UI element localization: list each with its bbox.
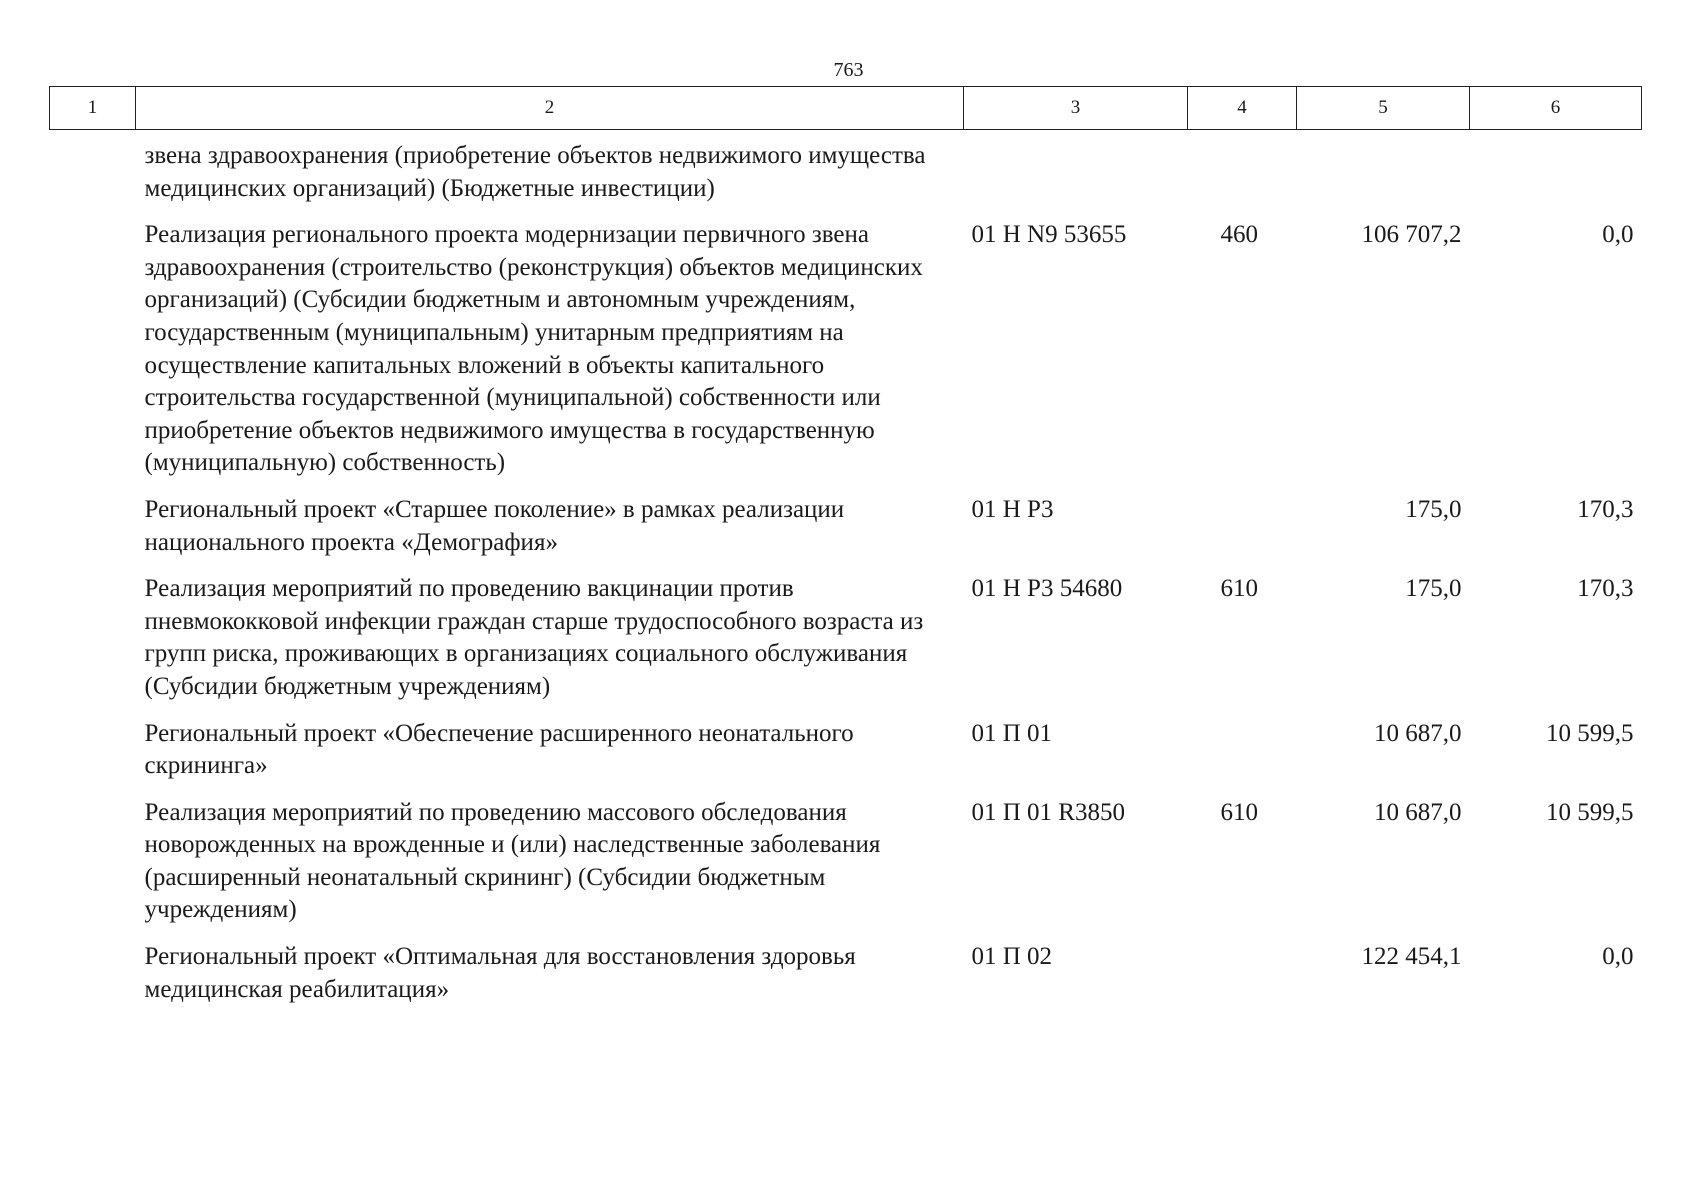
row-name: Реализация мероприятий по проведению массового обследования новорожденных на врожденные и (или) наследственные заболевания (расширенный неонатальный скрининг) (Субсидии бюджетным учреждениям) xyxy=(144,798,881,924)
row-sum-col6: 0,0 xyxy=(1602,943,1634,971)
row-sum-col5: 175,0 xyxy=(1405,575,1462,603)
row-code: 01 П 02 xyxy=(971,943,1053,971)
row-name: Реализация регионального проекта модернизации первичного звена здравоохранения (строительство (реконструкция) объектов медицинских организаций) (Субсидии бюджетным и автономным учреждениям, государственным (муниципальным) унитарным предприятиям на осуществление капитальных вложений в объекты капитального строительства государственной (муниципальной) собственности или приобретение объектов недвижимого имущества в государственную (муниципальную) собственность) xyxy=(144,221,923,477)
row-code: 01 Н Р3 xyxy=(971,495,1054,523)
row-index-cell xyxy=(50,480,136,559)
table-row xyxy=(50,480,1642,559)
column-header-3: 3 xyxy=(964,87,1188,130)
row-index-cell xyxy=(50,205,136,480)
row-index-cell xyxy=(50,704,136,783)
row-name: Региональный проект «Старшее поколение» в рамках реализации национального проекта «Демография» xyxy=(144,495,845,556)
row-index-cell xyxy=(50,927,136,1006)
row-expense-type xyxy=(1188,704,1297,783)
row-sum-col5: 175,0 xyxy=(1405,495,1462,523)
row-expense-type: 610 xyxy=(1220,798,1258,826)
row-code xyxy=(964,130,1188,206)
row-expense-type xyxy=(1188,927,1297,1006)
table-row xyxy=(50,559,1642,703)
column-header-4: 4 xyxy=(1188,87,1297,130)
row-name: Региональный проект «Обеспечение расширенного неонатального скрининга» xyxy=(144,719,854,780)
row-sum-col6: 10 599,5 xyxy=(1546,719,1634,747)
row-sum-col5: 10 687,0 xyxy=(1374,798,1462,826)
row-expense-type xyxy=(1188,480,1297,559)
table-row xyxy=(50,704,1642,783)
row-code: 01 П 01 R3850 xyxy=(971,798,1125,826)
table-header-row xyxy=(50,87,1642,130)
row-sum-col6 xyxy=(1470,130,1642,206)
budget-table xyxy=(49,86,1642,1006)
row-sum-col6: 170,3 xyxy=(1577,575,1634,603)
row-sum-col5: 106 707,2 xyxy=(1361,221,1462,249)
table-row xyxy=(50,927,1642,1006)
row-name: Региональный проект «Оптимальная для восстановления здоровья медицинская реабилитация» xyxy=(144,943,856,1003)
column-header-5: 5 xyxy=(1297,87,1470,130)
row-index-cell xyxy=(50,559,136,703)
row-name: Реализация мероприятий по проведению вакцинации против пневмококковой инфекции граждан старше трудоспособного возраста из групп риска, проживающих в организациях социального обслуживания (Субсидии бюджетным учреждениям) xyxy=(144,575,924,700)
column-header-2: 2 xyxy=(136,87,964,130)
row-expense-type: 460 xyxy=(1220,221,1258,249)
column-header-6: 6 xyxy=(1470,87,1642,130)
row-sum-col5 xyxy=(1297,130,1470,206)
row-name: звена здравоохранения (приобретение объектов недвижимого имущества медицинских организаций) (Бюджетные инвестиции) xyxy=(144,142,926,202)
page-number: 763 xyxy=(833,59,864,81)
row-sum-col5: 122 454,1 xyxy=(1361,943,1462,971)
row-sum-col6: 170,3 xyxy=(1577,495,1634,523)
row-sum-col6: 10 599,5 xyxy=(1546,798,1634,826)
budget-table-container xyxy=(49,86,1641,1006)
row-code: 01 П 01 xyxy=(971,719,1053,747)
table-row xyxy=(50,783,1642,927)
row-index-cell xyxy=(50,783,136,927)
row-index-cell xyxy=(50,130,136,206)
row-sum-col5: 10 687,0 xyxy=(1374,719,1462,747)
column-header-1: 1 xyxy=(50,87,136,130)
row-expense-type xyxy=(1188,130,1297,206)
row-code: 01 Н N9 53655 xyxy=(971,221,1127,249)
row-code: 01 Н Р3 54680 xyxy=(971,575,1123,603)
row-expense-type: 610 xyxy=(1220,575,1258,603)
row-sum-col6: 0,0 xyxy=(1602,221,1634,249)
table-row xyxy=(50,130,1642,206)
table-row xyxy=(50,205,1642,480)
